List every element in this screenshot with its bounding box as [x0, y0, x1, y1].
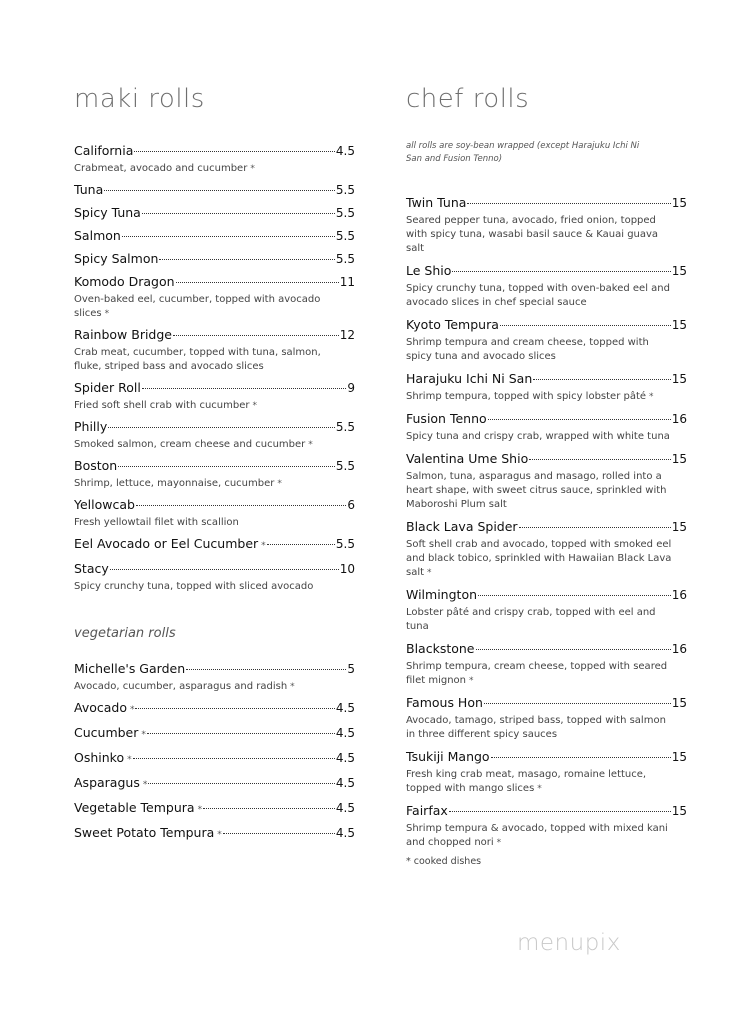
menu-item-name: Vegetable Tempura [74, 800, 195, 815]
cooked-marker: * [141, 730, 146, 740]
dot-leader [478, 581, 671, 596]
menu-item-row [74, 747, 355, 769]
menu-item [406, 516, 687, 580]
menu-item-price: 10 [339, 562, 355, 576]
menu-item-row [406, 746, 687, 766]
menu-item-price: 16 [671, 412, 687, 426]
menu-item-row [74, 140, 355, 160]
menu-item-name: Sweet Potato Tempura [74, 825, 215, 840]
menu-item-name: Tsukiji Mango [406, 749, 490, 764]
dot-leader [500, 311, 671, 326]
menu-item-row [74, 697, 355, 719]
menu-item-row [406, 638, 687, 658]
dot-leader [142, 374, 347, 389]
menu-item-row [406, 408, 687, 428]
cooked-dishes-footnote: * cooked dishes [406, 856, 482, 867]
menu-item-description-text: Avocado, tamago, striped bass, topped with salmon in three different spicy sauces [406, 715, 666, 740]
maki-rolls-list [74, 140, 355, 597]
menu-item [406, 192, 687, 256]
menu-item [74, 225, 355, 245]
menu-item-description [74, 399, 355, 413]
menu-item-description [406, 390, 687, 404]
dot-leader [476, 635, 671, 650]
dot-leader [148, 769, 335, 784]
menu-item [406, 638, 687, 688]
menu-item-name: Stacy [74, 561, 109, 576]
menu-item-price: 15 [671, 196, 687, 210]
dot-leader [173, 321, 339, 336]
menu-item-description [74, 346, 355, 374]
menu-item [74, 202, 355, 222]
vegetarian-rolls-title: vegetarian rolls [74, 626, 176, 641]
menu-item-description [406, 336, 687, 364]
menu-item [74, 140, 355, 176]
menu-item-row [406, 584, 687, 604]
menu-item [74, 416, 355, 452]
dot-leader [133, 744, 335, 759]
menu-item-description-text: Spicy crunchy tuna, topped with oven-baked eel and avocado slices in chef special sauce [406, 283, 670, 308]
dot-leader [533, 365, 670, 380]
menu-item [74, 494, 355, 530]
menu-item [406, 584, 687, 634]
menu-item-price: 4.5 [335, 801, 355, 815]
menu-item-description [406, 214, 687, 256]
cooked-marker: * [250, 164, 255, 174]
menu-item-name: Salmon [74, 228, 121, 243]
menu-item-price: 6 [347, 498, 355, 512]
menu-item-description [406, 822, 687, 850]
menu-item-description-text: Soft shell crab and avocado, topped with smoked eel and black tobico, sprinkled with Hawaiian Black Lava salt [406, 539, 672, 578]
cooked-marker: * [252, 401, 257, 411]
menu-item-price: 12 [339, 328, 355, 342]
menu-item [406, 692, 687, 742]
menu-item-price: 5.5 [335, 420, 355, 434]
dot-leader [136, 491, 346, 506]
cooked-marker: * [142, 780, 148, 790]
menu-item-description [74, 516, 355, 530]
menu-item-description-text: Crab meat, cucumber, topped with tuna, salmon, fluke, striped bass and avocado slices [74, 347, 321, 372]
menu-item-description [74, 477, 355, 491]
menu-item-name: Boston [74, 458, 118, 473]
menu-item-name: California [74, 143, 134, 158]
menu-item-price: 15 [671, 520, 687, 534]
menu-item-name: Famous Hon [406, 695, 483, 710]
menu-item-price: 4.5 [335, 701, 355, 715]
cooked-marker: * [127, 755, 132, 765]
dot-leader [186, 655, 346, 670]
menu-item-name: Oshinko [74, 750, 125, 765]
menu-item-price: 4.5 [335, 144, 355, 158]
dot-leader [118, 452, 335, 467]
menu-item-row [74, 822, 355, 844]
menu-item-row [406, 800, 687, 820]
menu-item-description-text: Lobster pâté and crispy crab, topped with eel and tuna [406, 607, 656, 632]
menu-item-row [74, 416, 355, 436]
menu-item-row [74, 558, 355, 578]
cooked-marker: * [277, 479, 282, 489]
menu-item [74, 271, 355, 321]
menu-item-price: 5.5 [335, 206, 355, 220]
menu-item [74, 772, 355, 794]
menu-item-description-text: Fresh yellowtail filet with scallion [74, 517, 239, 528]
menu-item-description-text: Fried soft shell crab with cucumber [74, 400, 250, 411]
menu-item [74, 455, 355, 491]
cooked-marker: * [427, 568, 432, 578]
menu-item-price: 5 [347, 662, 355, 676]
menu-item-price: 16 [671, 642, 687, 656]
cooked-marker: * [496, 838, 502, 848]
menu-item-row [74, 797, 355, 819]
menu-item-description-text: Shrimp tempura and cream cheese, topped with spicy tuna and avocado slices [406, 337, 649, 362]
menu-item-description-text: Salmon, tuna, asparagus and masago, rolled into a heart shape, with sweet citrus sauce, sprinkled with Maboroshi Plum salt [406, 471, 667, 510]
menu-item-name: Rainbow Bridge [74, 327, 172, 342]
menu-item-row [74, 455, 355, 475]
menu-item-price: 15 [671, 804, 687, 818]
dot-leader [110, 555, 339, 570]
dot-leader [467, 189, 670, 204]
cooked-marker: * [537, 784, 542, 794]
menu-item [406, 746, 687, 796]
menu-item-row [406, 192, 687, 212]
menu-item-price: 15 [671, 372, 687, 386]
menu-item-price: 4.5 [335, 776, 355, 790]
menu-item-price: 5.5 [335, 229, 355, 243]
menu-item-row [74, 179, 355, 199]
menu-item-name: Avocado [74, 700, 127, 715]
dot-leader [452, 257, 670, 272]
menu-item-price: 15 [671, 318, 687, 332]
menu-item-description [74, 680, 355, 694]
maki-rolls-title: maki rolls [74, 84, 205, 114]
menu-item-row [406, 516, 687, 536]
menu-item [74, 248, 355, 268]
menu-item-name: Kyoto Tempura [406, 317, 499, 332]
menu-item-description [74, 580, 355, 594]
menu-item-name: Twin Tuna [406, 195, 467, 210]
dot-leader [488, 405, 671, 420]
menu-item-description [406, 470, 687, 512]
menu-item [406, 448, 687, 512]
menu-item-name: Le Shio [406, 263, 452, 278]
dot-leader [491, 743, 671, 758]
cooked-marker: * [197, 805, 203, 815]
menu-item-row [406, 448, 687, 468]
menu-item-description-text: Spicy crunchy tuna, topped with sliced avocado [74, 581, 314, 592]
menu-item-price: 15 [671, 264, 687, 278]
menu-item-name: Fusion Tenno [406, 411, 487, 426]
dot-leader [529, 445, 670, 460]
menu-item-price: 5.5 [335, 537, 355, 551]
menu-item-price: 5.5 [335, 252, 355, 266]
chef-rolls-list [406, 192, 687, 854]
cooked-marker: * [129, 705, 135, 715]
menu-item-price: 4.5 [335, 751, 355, 765]
menu-item-description [406, 714, 687, 742]
menu-item-description [74, 293, 355, 321]
menu-item-price: 15 [671, 750, 687, 764]
cooked-marker: * [469, 676, 474, 686]
menu-item-price: 11 [339, 275, 355, 289]
dot-leader [159, 245, 335, 260]
menu-item [406, 314, 687, 364]
menu-item-name: Spicy Tuna [74, 205, 141, 220]
dot-leader [104, 176, 335, 191]
menu-item [406, 800, 687, 850]
menu-item-description-text: Shrimp, lettuce, mayonnaise, cucumber [74, 478, 275, 489]
menu-item-price: 15 [671, 452, 687, 466]
menu-item-price: 5.5 [335, 183, 355, 197]
dot-leader [122, 222, 335, 237]
menu-item-name: Wilmington [406, 587, 478, 602]
menu-item-description [406, 768, 687, 796]
menu-item-price: 4.5 [335, 826, 355, 840]
menu-item [74, 533, 355, 555]
menu-item-row [74, 772, 355, 794]
menu-item [406, 408, 687, 444]
menu-item-name: Philly [74, 419, 108, 434]
menu-item [74, 697, 355, 719]
menu-item-description-text: Crabmeat, avocado and cucumber [74, 163, 248, 174]
menu-item-description [406, 660, 687, 688]
chef-rolls-title: chef rolls [406, 84, 530, 114]
menu-item-name: Blackstone [406, 641, 475, 656]
menu-item-description [406, 606, 687, 634]
menu-item-name: Valentina Ume Shio [406, 451, 529, 466]
menu-item-price: 4.5 [335, 726, 355, 740]
menu-item-description [74, 162, 355, 176]
menu-item-description-text: Seared pepper tuna, avocado, fried onion, topped with spicy tuna, wasabi basil sauce & Kauai guava salt [406, 215, 659, 254]
menu-item-description-text: Oven-baked eel, cucumber, topped with avocado slices [74, 294, 321, 319]
dot-leader [223, 819, 335, 834]
menu-item-description [406, 538, 687, 580]
menu-item [74, 377, 355, 413]
menu-item-description-text: Avocado, cucumber, asparagus and radish [74, 681, 288, 692]
menu-item-description-text: Smoked salmon, cream cheese and cucumber [74, 439, 306, 450]
menu-item-row [406, 260, 687, 280]
menu-item-name: Spicy Salmon [74, 251, 159, 266]
menu-item-row [74, 494, 355, 514]
dot-leader [449, 797, 671, 812]
dot-leader [203, 794, 335, 809]
menu-item-price: 5.5 [335, 459, 355, 473]
menu-item-description-text: Shrimp tempura & avocado, topped with mixed kani and chopped nori [406, 823, 668, 848]
cooked-marker: * [290, 682, 295, 692]
menu-item [74, 179, 355, 199]
vegetarian-rolls-list [74, 658, 355, 847]
cooked-marker: * [308, 440, 313, 450]
dot-leader [176, 268, 339, 283]
soy-bean-wrap-note: all rolls are soy-bean wrapped (except Harajuku Ichi Ni San and Fusion Tenno) [406, 141, 640, 164]
cooked-marker: * [104, 309, 110, 319]
cooked-marker: * [649, 392, 654, 402]
menu-item-name: Yellowcab [74, 497, 135, 512]
menu-item-price: 9 [347, 381, 355, 395]
menu-item-description-text: Spicy tuna and crispy crab, wrapped with white tuna [406, 431, 670, 442]
menu-item-row [406, 314, 687, 334]
menu-item-name: Eel Avocado or Eel Cucumber [74, 536, 259, 551]
menu-item-description-text: Shrimp tempura, cream cheese, topped with seared filet mignon [406, 661, 668, 686]
menu-item [406, 260, 687, 310]
menu-item-row [74, 202, 355, 222]
menu-item-name: Fairfax [406, 803, 448, 818]
dot-leader [142, 199, 335, 214]
menu-item [74, 558, 355, 594]
menu-item-row [74, 722, 355, 744]
dot-leader [519, 513, 671, 528]
menu-item-description [74, 438, 355, 452]
menu-item-row [74, 377, 355, 397]
menu-item-price: 16 [671, 588, 687, 602]
dot-leader [135, 694, 334, 709]
menu-item-name: Black Lava Spider [406, 519, 518, 534]
menu-item-row [406, 368, 687, 388]
menu-item-name: Spider Roll [74, 380, 141, 395]
menu-item-name: Asparagus [74, 775, 140, 790]
cooked-marker: * [261, 541, 266, 551]
menu-item-row [74, 533, 355, 555]
dot-leader [108, 413, 335, 428]
menu-item [74, 822, 355, 844]
menu-item-row [74, 324, 355, 344]
dot-leader [267, 530, 335, 545]
menu-item-description-text: Fresh king crab meat, masago, romaine lettuce, topped with mango slices [406, 769, 647, 794]
menu-item-name: Cucumber [74, 725, 139, 740]
menu-item [74, 797, 355, 819]
menu-item-description [406, 282, 687, 310]
menu-item-description [406, 430, 687, 444]
dot-leader [484, 689, 671, 704]
menu-item [74, 658, 355, 694]
menu-item-price: 15 [671, 696, 687, 710]
menu-item-row [74, 271, 355, 291]
menu-item-row [406, 692, 687, 712]
menu-item-row [74, 248, 355, 268]
menu-item-name: Harajuku Ichi Ni San [406, 371, 533, 386]
menu-item [406, 368, 687, 404]
menu-item [74, 722, 355, 744]
menu-item-name: Komodo Dragon [74, 274, 175, 289]
dot-leader [147, 719, 335, 734]
menu-item-row [74, 225, 355, 245]
menu-item-name: Michelle's Garden [74, 661, 186, 676]
menu-item [74, 747, 355, 769]
menu-item-row [74, 658, 355, 678]
menupix-watermark: menupix [517, 930, 621, 956]
cooked-marker: * [217, 830, 222, 840]
menu-item-name: Tuna [74, 182, 104, 197]
menu-item [74, 324, 355, 374]
dot-leader [134, 137, 335, 152]
menu-item-description-text: Shrimp tempura, topped with spicy lobster pâté [406, 391, 647, 402]
